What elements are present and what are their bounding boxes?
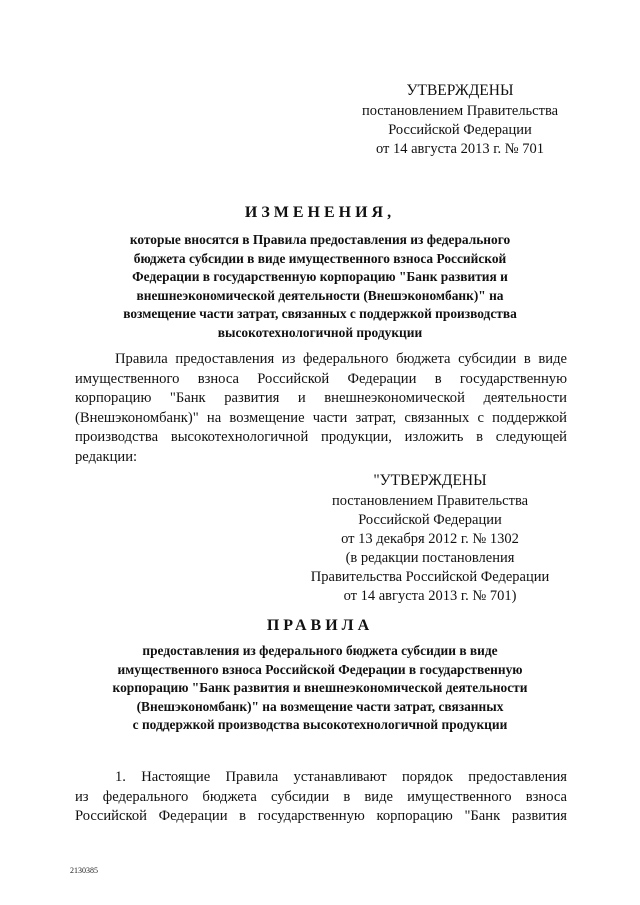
paragraph-line: корпорацию "Банк развития и внешнеэкономической деятельности — [75, 390, 567, 407]
paragraph-line: (Внешэкономбанк)" на возмещение части затрат, связанных с поддержкой — [75, 409, 567, 426]
approval-line: Правительства Российской Федерации — [310, 569, 550, 585]
document-code: 2130385 — [70, 866, 98, 875]
approval-line: от 13 декабря 2012 г. № 1302 — [341, 531, 519, 547]
rules-subtitle — [60, 642, 580, 735]
subtitle-line: бюджета субсидии в виде имущественного взноса Российской — [133, 250, 507, 266]
subtitle-line: внешнеэкономической деятельности (Внешэкономбанк)" на — [136, 287, 504, 303]
paragraph-1 — [75, 768, 567, 827]
approval-line: от 14 августа 2013 г. № 701) — [343, 588, 517, 604]
paragraph-line: Правила предоставления из федерального бюджета субсидии в виде — [115, 351, 567, 367]
rules-title: ПРАВИЛА — [266, 617, 374, 634]
approval-stamp-inner — [295, 470, 565, 606]
subtitle-line: с поддержкой производства высокотехнологичной продукции — [132, 717, 508, 733]
paragraph-line: из федерального бюджета субсидии в виде имущественного взноса — [75, 788, 567, 805]
changes-subtitle — [60, 231, 580, 343]
subtitle-line: которые вносятся в Правила предоставления из федерального — [129, 232, 511, 247]
approval-line: постановлением Правительства — [331, 493, 529, 509]
changes-title: ИЗМЕНЕНИЯ, — [244, 204, 396, 221]
paragraph-line: имущественного взноса Российской Федерации в государственную — [75, 370, 567, 387]
approval-line: Российской Федерации — [358, 512, 502, 528]
subtitle-line: предоставления из федерального бюджета субсидии в виде — [142, 643, 498, 658]
subtitle-line: Федерации в государственную корпорацию "Банк развития и — [132, 269, 508, 285]
approval-stamp-top — [335, 80, 585, 159]
subtitle-line: (Внешэкономбанк)" на возмещение части затрат, связанных — [136, 698, 504, 714]
subtitle-line: корпорацию "Банк развития и внешнеэкономической деятельности — [112, 680, 528, 696]
paragraph-line: Российской Федерации в государственную корпорацию "Банк развития — [75, 808, 567, 825]
subtitle-line: высокотехнологичной продукции — [217, 324, 423, 340]
subtitle-line: возмещение части затрат, связанных с поддержкой производства — [123, 306, 517, 322]
approval-line: Российской Федерации — [388, 122, 532, 138]
intro-paragraph — [75, 350, 567, 468]
paragraph-line: производства высокотехнологичной продукции, изложить в следующей — [75, 429, 567, 446]
approval-line: от 14 августа 2013 г. № 701 — [375, 141, 545, 157]
approval-line: (в редакции постановления — [345, 550, 515, 566]
subtitle-line: имущественного взноса Российской Федерации в государственную — [117, 661, 523, 677]
paragraph-line: 1. Настоящие Правила устанавливают порядок предоставления — [115, 769, 567, 785]
approval-line: постановлением Правительства — [361, 103, 559, 119]
approval-heading: УТВЕРЖДЕНЫ — [406, 82, 514, 99]
paragraph-line: редакции: — [75, 448, 138, 465]
approval-heading: "УТВЕРЖДЕНЫ — [373, 472, 487, 489]
